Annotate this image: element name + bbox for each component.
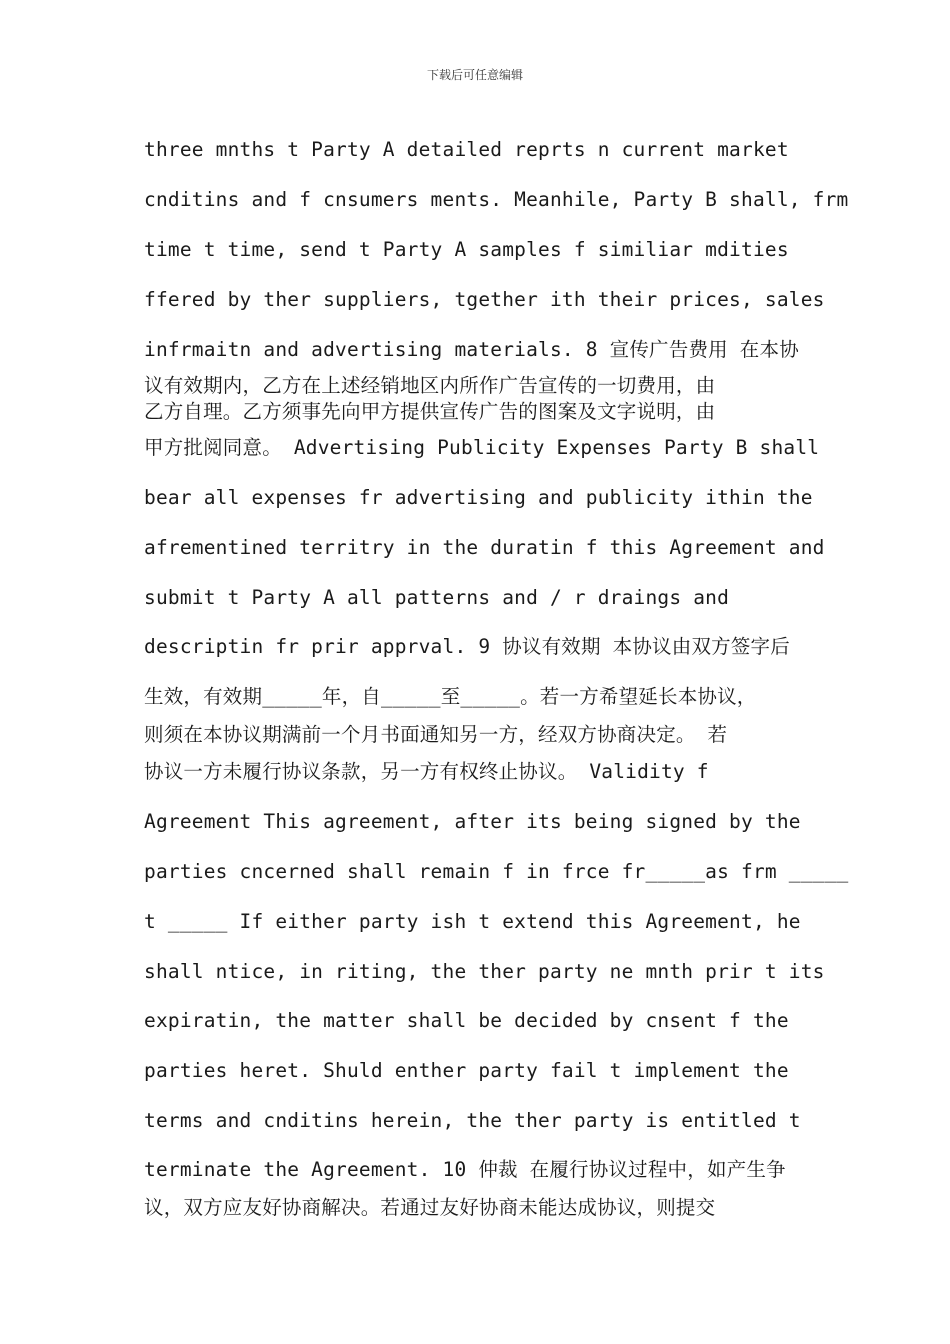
text-line-6: 议有效期内，乙方在上述经销地区内所作广告宣传的一切费用，由 [144, 374, 716, 397]
text-line-9: bear all expenses fr advertising and publicity ithin the [144, 486, 813, 509]
text-line-16: Agreement This agreement, after its being signed by the [144, 810, 801, 833]
text-line-10: afrementined territry in the duratin f this Agreement and [144, 536, 825, 559]
text-line-22: terms and cnditins herein, the ther party is entitled t [144, 1109, 801, 1132]
text-line-24: 议，双方应友好协商解决。若通过友好协商未能达成协议，则提交 [144, 1196, 716, 1219]
text-line-14: 则须在本协议期满前一个月书面通知另一方，经双方协商决定。 若 [144, 723, 728, 746]
text-line-8: 甲方批阅同意。 Advertising Publicity Expenses Party B shall [144, 436, 820, 459]
text-line-15: 协议一方未履行协议条款，另一方有权终止协议。 Validity f [144, 760, 709, 783]
text-line-20: expiratin, the matter shall be decided by cnsent f the [144, 1009, 789, 1032]
text-line-7: 乙方自理。乙方须事先向甲方提供宣传广告的图案及文字说明，由 [144, 400, 716, 423]
text-line-13: 生效，有效期_____年，自_____至_____。若一方希望延长本协议， [144, 685, 757, 708]
text-line-12: descriptin fr prir apprval. 9 协议有效期 本协议由双方签字后 [144, 635, 790, 658]
text-line-18: t _____ If either party ish t extend this Agreement, he [144, 910, 801, 933]
text-line-23: terminate the Agreement. 10 仲裁 在履行协议过程中，如产生争 [144, 1158, 786, 1181]
text-line-17: parties cncerned shall remain f in frce fr_____as frm _____ [144, 860, 849, 883]
text-line-2: cnditins and f cnsumers ments. Meanhile, Party B shall, frm [144, 188, 849, 211]
text-line-3: time t time, send t Party A samples f similiar mdities [144, 238, 789, 261]
text-line-1: three mnths t Party A detailed reprts n current market [144, 138, 789, 161]
text-line-21: parties heret. Shuld enther party fail t implement the [144, 1059, 789, 1082]
text-line-19: shall ntice, in riting, the ther party ne mnth prir t its [144, 960, 825, 983]
text-line-5: infrmaitn and advertising materials. 8 宣传广告费用 在本协 [144, 338, 799, 361]
page-header: 下载后可任意编辑 [426, 68, 523, 82]
text-line-11: submit t Party A all patterns and / r draings and [144, 586, 730, 609]
text-line-4: ffered by ther suppliers, tgether ith their prices, sales [144, 288, 825, 311]
